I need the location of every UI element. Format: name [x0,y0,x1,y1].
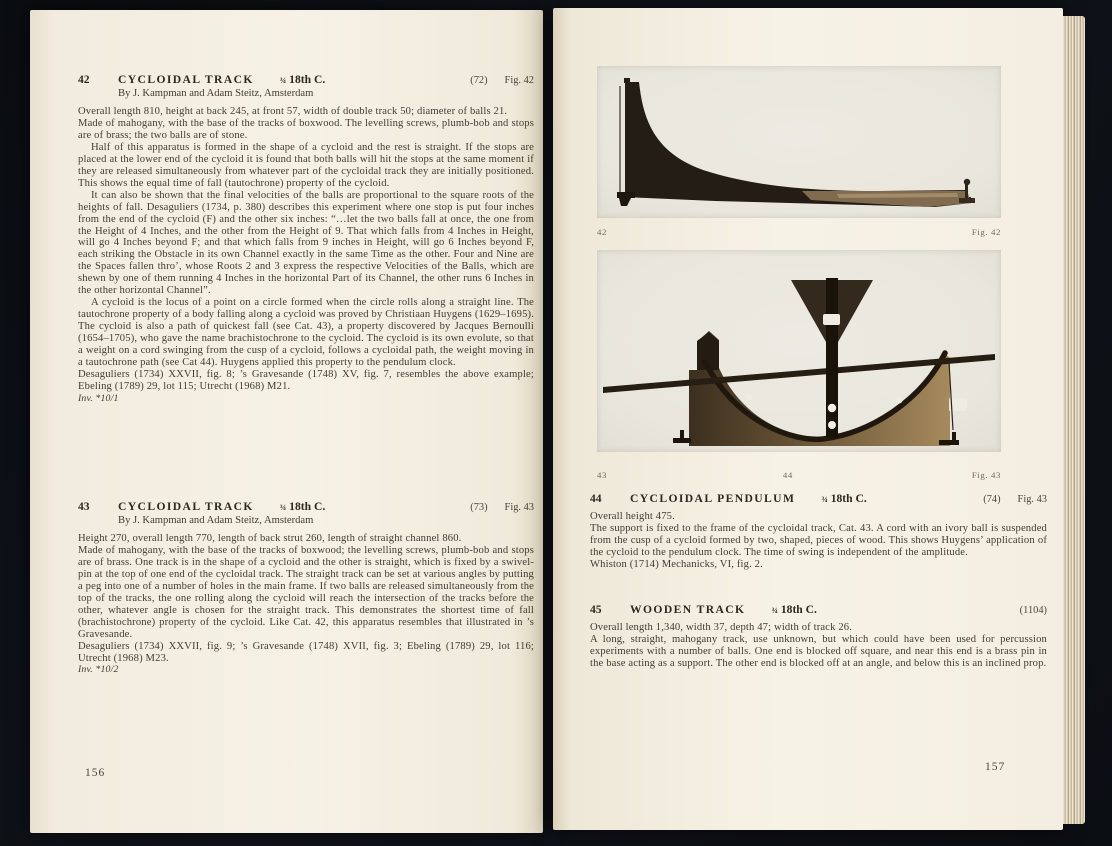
figure-42-caption [597,227,1001,237]
left-page [30,10,543,833]
entry-number: 44 [590,492,602,505]
caption-fig-label: Fig. 42 [971,227,1001,237]
paragraph: A cycloid is the locus of a point on a circle formed when the circle rolls along a straight line. The tautochrone property of a body falling along a cycloid was proved by Christiaan Huygens (1629–1695). The cycloid is also a path of quickest fall (see Cat. 43), a property discovered by Jacques Bernoulli (1654–1705), who gave the name brachistochrone to the cycloid. The cycloid is its own evolute, so that a weight on a cord swinging from the cusp of a cycloid, follows a cycloidal path, the weight moving in a tautochrone path (see Cat 44). Huygens applied this property to the pendulum clock. [78,297,534,369]
paragraph: Overall length 1,340, width 37, depth 47; width of track 26. [590,622,853,633]
page-number-left: 156 [85,767,106,779]
entry-number: 42 [78,73,90,86]
entry-42-body [78,106,534,405]
page-number-right: 157 [985,761,1006,773]
references: Desaguliers (1734) XXVII, fig. 9; ’s Gravesande (1748) XVII, fig. 3; Ebeling (1789) 29, lot 116; Utrecht (1968) M23. [78,640,534,664]
entry-number: 45 [590,603,602,616]
figure-43-photo [597,250,1001,452]
entry-number: 43 [78,500,90,513]
paragraph: A long, straight, mahogany track, use unknown, but which could have been used for percussion experiments with a number of balls. One end is blocked off square, and near this end is a brass pin in the base acting as a support. The other end is blocked off at an angle, and below this is an inclined prop. [590,633,1047,669]
paragraph: Half of this apparatus is formed in the shape of a cycloid and the rest is straight. If the stops are placed at the lower end of the cycloid it is found that both balls will hit the stops at the same moment if they are released simultaneously from whatever part of the cycloidal track they are initially positioned. This shows the equal time of fall (tautochrone) property of the cycloid. [78,141,534,189]
entry-44-body [590,511,1047,571]
entry-scale: ¾ 18th C. [279,73,326,86]
entry-title: CYCLOIDAL TRACK [118,73,254,86]
entry-ref-number: (1104) [1019,605,1047,616]
entry-fig-ref: Fig. 42 [504,75,534,86]
caption-number: 44 [782,470,793,480]
cycloidal-pendulum-illustration [597,250,1001,452]
entry-43-body [78,533,534,676]
book-page-edges [1063,16,1085,824]
right-page [553,8,1063,830]
figure-42-photo [597,66,1001,218]
entry-44-heading [590,492,1047,505]
inventory-number: Inv. *10/1 [78,392,119,404]
entry-ref-number: (73) [470,502,488,513]
entry-title: CYCLOIDAL TRACK [118,500,254,513]
paragraph: Made of mahogany, with the base of the tracks of boxwood; the levelling screws, plumb-bob and stops are of brass. One track is in the shape of a cycloid and the other is straight, which is fixed by a swivel-pin at the top of one end of the cycloidal track. The straight track can be set at various angles by putting a peg into one of a number of holes in the main frame. If two balls are released simultaneously from the top of the tracks, the one rolling along the cycloid will reach the intersection of the tracks before the other, whatever angle is chosen for the straight track. This demonstrates the shortest time of fall (brachistochrone) property of the cycloid. Like Cat. 42, this apparatus resembles that illustrated in ’s Gravesande. [78,544,534,640]
entry-title: CYCLOIDAL PENDULUM [630,492,796,505]
entry-45-heading [590,603,1047,616]
entry-scale: ¾ 18th C. [771,603,817,616]
entry-44 [590,492,1047,571]
entry-45-body [590,622,1047,670]
entry-scale: ¾ 18th C. [821,492,867,505]
entry-42 [78,73,534,405]
references: Desaguliers (1734) XXVII, fig. 8; ’s Gravesande (1748) XV, fig. 7, resembles the above example; Ebeling (1789) 29, lot 115; Utrecht (1968) M21. [78,368,534,392]
entry-45 [590,603,1047,670]
paragraph: Made of mahogany, with the base of the tracks of boxwood. The levelling screws, plumb-bob and stops are of brass; the two balls are of stone. [78,117,534,141]
caption-number: 42 [597,227,607,237]
figure-43-caption [597,470,1001,480]
entry-43-byline: By J. Kampman and Adam Steitz, Amsterdam [118,515,314,526]
paragraph: The support is fixed to the frame of the cycloidal track, Cat. 43. A cord with an ivory ball is suspended from the cusp of a cycloid formed by two, shaped, pieces of wood. This shows Huygens’ application of the cycloid to the pendulum clock. The time of swing is independent of the amplitude. [590,522,1047,558]
entry-ref-number: (72) [470,75,488,86]
inventory-number: Inv. *10/2 [78,664,119,676]
caption-number: 43 [597,470,607,480]
caption-fig-label: Fig. 43 [971,470,1001,480]
entry-42-byline: By J. Kampman and Adam Steitz, Amsterdam [118,88,314,99]
references: Whiston (1714) Mechanicks, VI, fig. 2. [590,558,763,570]
entry-fig-ref: Fig. 43 [1017,494,1047,505]
paragraph: Height 270, overall length 770, length of back strut 260, length of straight channel 860. [78,533,462,544]
entry-title: WOODEN TRACK [630,603,746,616]
paragraph: It can also be shown that the final velocities of the balls are proportional to the square roots of the heights of fall. Desaguliers (1734, p. 380) describes this experiment where one stop is put four inches from the end of the cycloid (F) and the other six inches: “…let the two balls fall at once, the one from the Height of 4 Inches, and the other from the Height of 9. That which falls from 4 Inches in Height, will go 4 Inches beyond F; and that which falls from 9 inches in Height, will go 6 Inches beyond F, each striking the Obstacle in its own Channel exactly in the same Time as the other. Four and Nine are the Spaces fallen thro’, whose Roots 2 and 3 express the respective Velocities of the Balls, which are shewn by one of them running 4 Inches in the horizontal Part of its Channel, the other runs 6 Inches in the other horizontal Channel”. [78,189,534,297]
entry-ref-number: (74) [983,494,1001,505]
cycloidal-track-illustration [597,66,1001,218]
entry-fig-ref: Fig. 43 [504,502,534,513]
paragraph: Overall height 475. [590,511,675,522]
entry-42-heading [78,73,534,86]
paragraph: Overall length 810, height at back 245, at front 57, width of double track 50; diameter of balls 21. [78,106,508,117]
entry-43-heading [78,500,534,513]
entry-scale: ¾ 18th C. [279,500,326,513]
entry-43 [78,500,534,676]
